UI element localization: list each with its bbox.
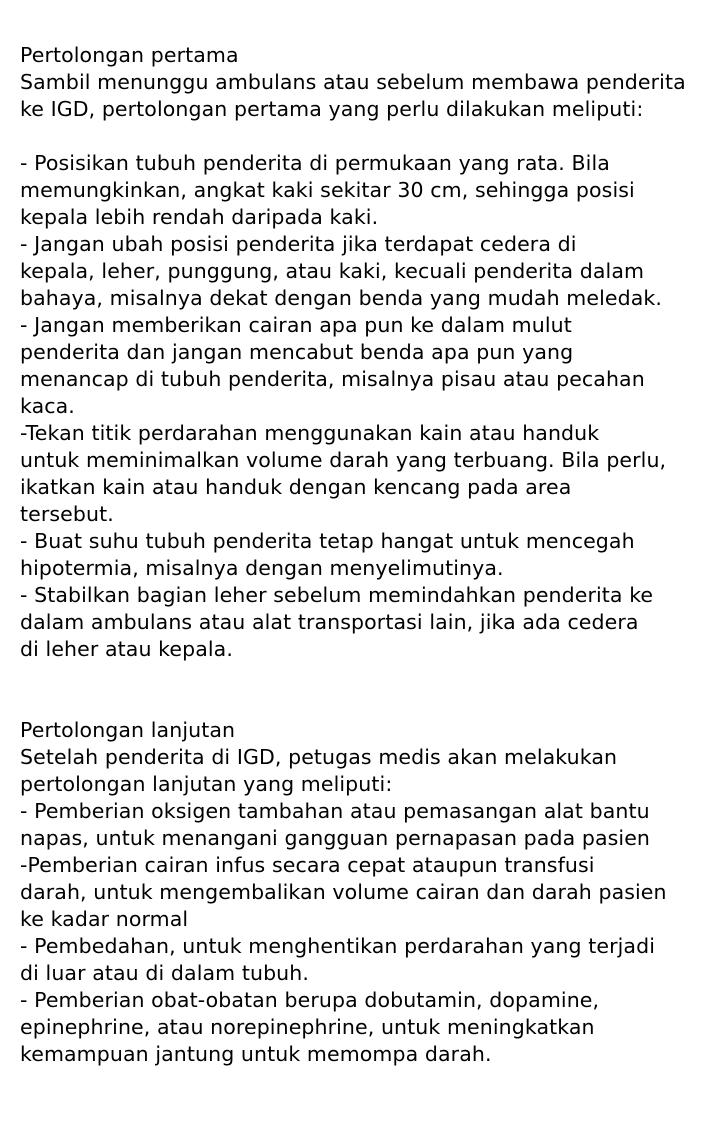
list-item-line: penderita dan jangan mencabut benda apa pun yang <box>20 340 574 364</box>
list-item-line: di leher atau kepala. <box>20 637 233 661</box>
list-item-line: ke kadar normal <box>20 907 189 931</box>
list-item-line: bahaya, misalnya dekat dengan benda yang mudah meledak. <box>20 286 662 310</box>
list-item <box>20 987 710 1068</box>
list-item <box>20 420 710 528</box>
list-item <box>20 852 710 933</box>
section-intro <box>20 744 710 798</box>
list-item-line: kaca. <box>20 394 75 418</box>
intro-line: Sambil menunggu ambulans atau sebelum membawa penderita <box>20 70 686 94</box>
list-item-line: tersebut. <box>20 502 114 526</box>
intro-line: ke IGD, pertolongan pertama yang perlu dilakukan meliputi: <box>20 97 644 121</box>
list-item-line: - Stabilkan bagian leher sebelum memindahkan penderita ke <box>20 583 654 607</box>
section-first-aid <box>20 42 710 663</box>
list-item-line: kepala lebih rendah daripada kaki. <box>20 205 379 229</box>
list-item <box>20 582 710 663</box>
list-item-line: darah, untuk mengembalikan volume cairan dan darah pasien <box>20 880 667 904</box>
intro-line: pertolongan lanjutan yang meliputi: <box>20 772 393 796</box>
list-item <box>20 312 710 420</box>
section-follow-up-care <box>20 717 710 1068</box>
list-item-line: - Jangan memberikan cairan apa pun ke dalam mulut <box>20 313 572 337</box>
list-item <box>20 933 710 987</box>
list-item-line: napas, untuk menangani gangguan pernapasan pada pasien <box>20 826 651 850</box>
section-title: Pertolongan pertama <box>20 43 239 67</box>
list-item-line: di luar atau di dalam tubuh. <box>20 961 309 985</box>
follow-up-list <box>20 798 710 1068</box>
document-body <box>20 42 710 1068</box>
list-item-line: - Pemberian obat-obatan berupa dobutamin, dopamine, <box>20 988 600 1012</box>
blank-lines <box>20 663 710 717</box>
list-item <box>20 231 710 312</box>
list-item-line: menancap di tubuh penderita, misalnya pisau atau pecahan <box>20 367 645 391</box>
list-item-line: - Pembedahan, untuk menghentikan perdarahan yang terjadi <box>20 934 655 958</box>
list-item-line: kepala, leher, punggung, atau kaki, kecuali penderita dalam <box>20 259 645 283</box>
section-title: Pertolongan lanjutan <box>20 718 236 742</box>
list-item-line: -Tekan titik perdarahan menggunakan kain atau handuk <box>20 421 600 445</box>
list-item-line: kemampuan jantung untuk memompa darah. <box>20 1042 492 1066</box>
blank-line <box>20 123 710 150</box>
list-item-line: dalam ambulans atau alat transportasi lain, jika ada cedera <box>20 610 639 634</box>
list-item-line: - Jangan ubah posisi penderita jika terdapat cedera di <box>20 232 577 256</box>
list-item-line: ikatkan kain atau handuk dengan kencang pada area <box>20 475 572 499</box>
list-item-line: - Posisikan tubuh penderita di permukaan yang rata. Bila <box>20 151 610 175</box>
section-intro <box>20 69 710 123</box>
list-item-line: - Buat suhu tubuh penderita tetap hangat untuk mencegah <box>20 529 635 553</box>
list-item <box>20 150 710 231</box>
list-item <box>20 528 710 582</box>
list-item-line: - Pemberian oksigen tambahan atau pemasangan alat bantu <box>20 799 650 823</box>
list-item-line: -Pemberian cairan infus secara cepat ataupun transfusi <box>20 853 595 877</box>
intro-line: Setelah penderita di IGD, petugas medis akan melakukan <box>20 745 618 769</box>
list-item-line: hipotermia, misalnya dengan menyelimutinya. <box>20 556 504 580</box>
list-item-line: memungkinkan, angkat kaki sekitar 30 cm, sehingga posisi <box>20 178 635 202</box>
list-item-line: epinephrine, atau norepinephrine, untuk meningkatkan <box>20 1015 595 1039</box>
list-item <box>20 798 710 852</box>
first-aid-list <box>20 150 710 663</box>
list-item-line: untuk meminimalkan volume darah yang terbuang. Bila perlu, <box>20 448 667 472</box>
